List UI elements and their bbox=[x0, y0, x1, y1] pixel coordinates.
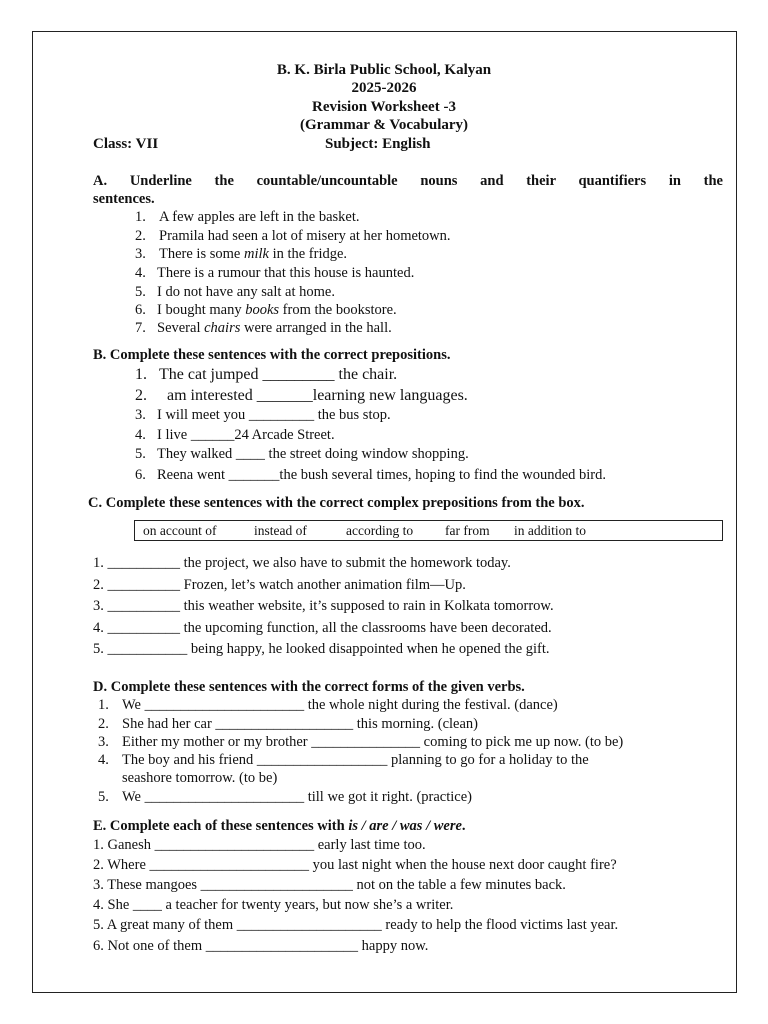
section-a-item: 7. Several chairs were arranged in the hall. bbox=[135, 320, 392, 336]
section-c-item: 4. __________ the upcoming function, all the classrooms have been decorated. bbox=[93, 620, 552, 636]
section-b-item: 2. am interested _______learning new languages. bbox=[135, 387, 468, 404]
section-d-item: 3. Either my mother or my brother _______________ coming to pick me up now. (to be) bbox=[98, 734, 624, 750]
word-box-option: on account of bbox=[143, 523, 217, 538]
school-name: B. K. Birla Public School, Kalyan bbox=[276, 62, 492, 78]
academic-year: 2025-2026 bbox=[351, 80, 417, 96]
section-d-item: seashore tomorrow. (to be) bbox=[122, 770, 278, 786]
word-box-option: far from bbox=[445, 523, 490, 538]
section-e-item: 6. Not one of them _____________________ happy now. bbox=[93, 938, 429, 954]
worksheet-topic: (Grammar & Vocabulary) bbox=[299, 117, 469, 133]
section-e-item: 2. Where ______________________ you last night when the house next door caught fire? bbox=[93, 857, 617, 873]
section-c-item: 5. ___________ being happy, he looked disappointed when he opened the gift. bbox=[93, 641, 550, 657]
word-box-option: in addition to bbox=[514, 523, 586, 538]
section-b-item: 6. Reena went _______the bush several times, hoping to find the wounded bird. bbox=[135, 467, 607, 483]
section-a-title-line2: sentences. bbox=[93, 191, 155, 207]
section-c-item: 2. __________ Frozen, let’s watch another animation film—Up. bbox=[93, 577, 466, 593]
word-box bbox=[134, 520, 723, 541]
section-e-item: 3. These mangoes _____________________ not on the table a few minutes back. bbox=[93, 877, 566, 893]
section-d-title: D. Complete these sentences with the correct forms of the given verbs. bbox=[93, 679, 525, 695]
worksheet-title: Revision Worksheet -3 bbox=[312, 99, 456, 115]
section-b-title: B. Complete these sentences with the correct prepositions. bbox=[93, 347, 451, 363]
section-c-title: C. Complete these sentences with the correct complex prepositions from the box. bbox=[88, 495, 585, 511]
section-e-item: 5. A great many of them ____________________ ready to help the flood victims last year. bbox=[93, 917, 619, 933]
section-d-item: 4. The boy and his friend __________________ planning to go for a holiday to the bbox=[98, 752, 589, 768]
section-d-item: 1. We ______________________ the whole night during the festival. (dance) bbox=[98, 697, 558, 713]
subject-label: Subject: English bbox=[325, 136, 431, 152]
section-a-item: 3. There is some milk in the fridge. bbox=[135, 246, 348, 262]
section-d-item: 5. We ______________________ till we got it right. (practice) bbox=[98, 789, 472, 805]
section-b-item: 1. The cat jumped _________ the chair. bbox=[135, 366, 398, 383]
section-a-item: 5. I do not have any salt at home. bbox=[135, 284, 335, 300]
section-a-item: 1. A few apples are left in the basket. bbox=[135, 209, 360, 225]
section-e-title: E. Complete each of these sentences with is / are / was / were. bbox=[93, 818, 466, 834]
section-a-title-line1: A. Underline the countable/uncountable nouns and their quantifiers in the bbox=[93, 173, 723, 189]
section-b-item: 4. I live ______24 Arcade Street. bbox=[135, 427, 335, 443]
word-box-option: according to bbox=[346, 523, 414, 538]
section-b-item: 5. They walked ____ the street doing window shopping. bbox=[135, 446, 469, 462]
section-d-item: 2. She had her car ___________________ this morning. (clean) bbox=[98, 716, 478, 732]
section-a-item: 2. Pramila had seen a lot of misery at her hometown. bbox=[135, 228, 451, 244]
section-c-item: 3. __________ this weather website, it’s supposed to rain in Kolkata tomorrow. bbox=[93, 598, 554, 614]
section-a-item: 4. There is a rumour that this house is haunted. bbox=[135, 265, 415, 281]
section-a-item: 6. I bought many books from the bookstore. bbox=[135, 302, 397, 318]
word-box-option: instead of bbox=[254, 523, 307, 538]
class-label: Class: VII bbox=[93, 136, 159, 152]
section-c-item: 1. __________ the project, we also have to submit the homework today. bbox=[93, 555, 511, 571]
section-b-item: 3. I will meet you _________ the bus stop. bbox=[135, 407, 391, 423]
section-e-item: 4. She ____ a teacher for twenty years, but now she’s a writer. bbox=[93, 897, 454, 913]
section-e-item: 1. Ganesh ______________________ early last time too. bbox=[93, 837, 426, 853]
